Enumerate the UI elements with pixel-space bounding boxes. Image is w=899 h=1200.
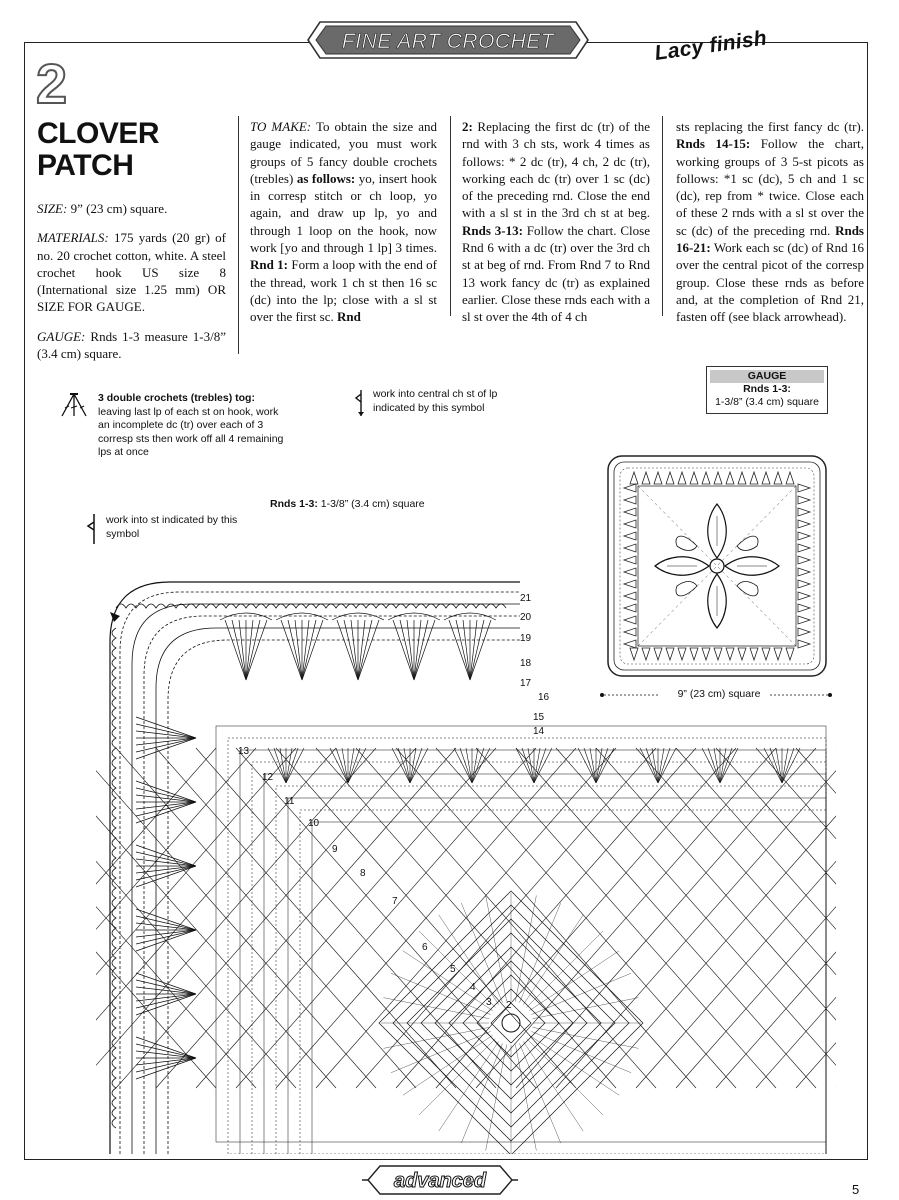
row-number-label: 11 <box>284 796 295 807</box>
dc-tog-symbol-icon <box>56 392 92 418</box>
chart-rnds-label-bold: Rnds 1-3: <box>270 498 318 510</box>
rnds-16-21-label: Rnds 16-21: <box>676 222 864 256</box>
materials-text: 175 yards (20 gr) of no. 20 crochet cotton, white. A steel crochet hook US size 8 (International size 1.25 mm) OR SIZE FOR GAUGE. <box>37 230 226 315</box>
rnd2-number: 2: <box>462 119 473 134</box>
crochet-chart <box>96 568 836 1154</box>
gauge-text: Rnds 1-3 measure 1-3/8” (3.4 cm) square. <box>37 328 226 362</box>
size-text: 9” (23 cm) square. <box>67 201 168 216</box>
finished-size-label: 9” (23 cm) square <box>677 688 761 700</box>
row-number-label: 14 <box>533 726 545 737</box>
rnds-3-13-text: Follow the chart. Close Rnd 6 with a dc (tr) over the 3rd ch st at beg of rnd. From Rnd 7 to Rnd 13 work fancy dc (tr) as explained earlier. Close these rnds each with a sl st over the 4th of 4 ch <box>462 222 650 325</box>
to-make-label: TO MAKE: <box>250 119 312 134</box>
row-number-label: 3 <box>486 997 492 1008</box>
column-divider <box>238 116 239 354</box>
legend-dc-tog <box>98 392 288 460</box>
rnds-14-15-text: Follow the chart, working groups of 3 5-st picots as follows: *1 sc (dc), 5 ch and 1 sc (dc), rep from * twice. Close each of these 2 rnds with a sl st over the sc (dc) of the preceding rnd. <box>676 136 864 238</box>
row-number-label: 20 <box>520 612 532 623</box>
rnds-16-21-text: Work each sc (dc) of Rnd 16 over the central picot of the corresp group. Close these rnds as before and, at the completion of Rnd 21, fasten off (see black arrowhead). <box>676 240 864 325</box>
row-number-label: 7 <box>392 896 398 907</box>
rnd2-text: Replacing the first dc (tr) of the rnd with 3 ch sts, work 4 times as follows: * 2 dc (tr), 4 ch, 2 dc (tr), working each dc (tr) over 1 sc (dc) of the preceding rnd. Close the end with a sl st in the 3rd ch st at beg. <box>462 119 650 221</box>
column-rounds-2-13 <box>462 118 650 326</box>
row-number-label: 15 <box>533 712 545 723</box>
gauge-box <box>706 366 828 414</box>
central-ch-symbol-icon <box>354 388 368 418</box>
legend-indicated: work into st indicated by this symbol <box>106 514 238 540</box>
materials-label: MATERIALS: <box>37 230 109 246</box>
gauge-box-value: 1-3/8” (3.4 cm) square <box>715 396 819 408</box>
row-number-label: 6 <box>422 942 428 953</box>
row-number-label: 5 <box>450 964 456 975</box>
row-number-label: 13 <box>238 746 250 757</box>
chart-rnds-label <box>270 498 425 510</box>
rnd1-label: Rnd 1: <box>250 257 289 273</box>
row-number-label: 2 <box>506 1000 512 1011</box>
title-line-1: CLOVER <box>37 117 160 150</box>
gauge-label: GAUGE: <box>37 328 86 344</box>
legend-tog-text: leaving last lp of each st on hook, work an incomplete dc (tr) over each of 3 corresp sts then work off all 4 remaining lps at once <box>98 405 284 458</box>
column-divider <box>450 116 451 316</box>
size-label: SIZE: <box>37 201 68 216</box>
column-rounds-14-21 <box>676 118 864 326</box>
fancy-dc-text: yo, insert hook in corresp stitch or ch loop, yo again, and draw up lp, yo and through 1 loop on the hook, now work [yo and through 1 lp] 3 times. <box>250 170 437 256</box>
pattern-title <box>37 118 227 182</box>
row-number-label: 16 <box>538 692 550 703</box>
row-number-label: 10 <box>308 818 320 829</box>
legend-central: work into central ch st of lp indicated by this symbol <box>373 388 498 414</box>
rnd13-continuation: sts replacing the first fancy dc (tr). <box>676 119 864 134</box>
row-number-label: 9 <box>332 844 338 855</box>
column-divider <box>662 116 663 316</box>
row-number-label: 19 <box>520 633 532 644</box>
fine-art-crochet-banner <box>306 18 590 62</box>
pattern-number: 2 <box>36 52 68 115</box>
advanced-text: advanced <box>393 1170 487 1192</box>
advanced-badge <box>360 1160 520 1200</box>
tagline-text: Lacy finish <box>653 26 769 65</box>
title-line-2: PATCH <box>37 149 134 182</box>
row-number-label: 21 <box>520 593 532 604</box>
as-follows-label: as follows: <box>296 170 356 186</box>
rnds-14-15-label: Rnds 14-15: <box>676 136 751 152</box>
row-number-label: 17 <box>520 678 532 689</box>
column-size-materials <box>37 200 226 368</box>
rnds-3-13-label: Rnds 3-13: <box>462 222 523 238</box>
gauge-box-subtitle: Rnds 1-3: <box>743 383 791 395</box>
chart-rnds-value: 1-3/8” (3.4 cm) square <box>317 498 425 510</box>
rnd2-label: Rnd <box>337 309 361 325</box>
row-number-label: 18 <box>520 658 532 669</box>
row-number-label: 12 <box>262 772 274 783</box>
column-to-make <box>250 118 437 326</box>
row-number-label: 4 <box>470 982 476 993</box>
banner-title: FINE ART CROCHET <box>341 30 555 53</box>
gauge-box-title: GAUGE <box>710 370 824 383</box>
indicated-st-symbol-icon <box>86 512 102 546</box>
row-number-label: 8 <box>360 868 366 879</box>
rnd1-text: Form a loop with the end of the thread, work 1 ch st then 16 sc (dc) into the lp; close with a sl st over the first sc. <box>250 257 437 325</box>
page-number: 5 <box>852 1182 860 1197</box>
legend-tog-title: 3 double crochets (trebles) tog: <box>98 392 255 404</box>
to-make-text: To obtain the size and gauge indicated, you must work groups of 5 fancy double crochets (trebles) <box>250 119 437 186</box>
